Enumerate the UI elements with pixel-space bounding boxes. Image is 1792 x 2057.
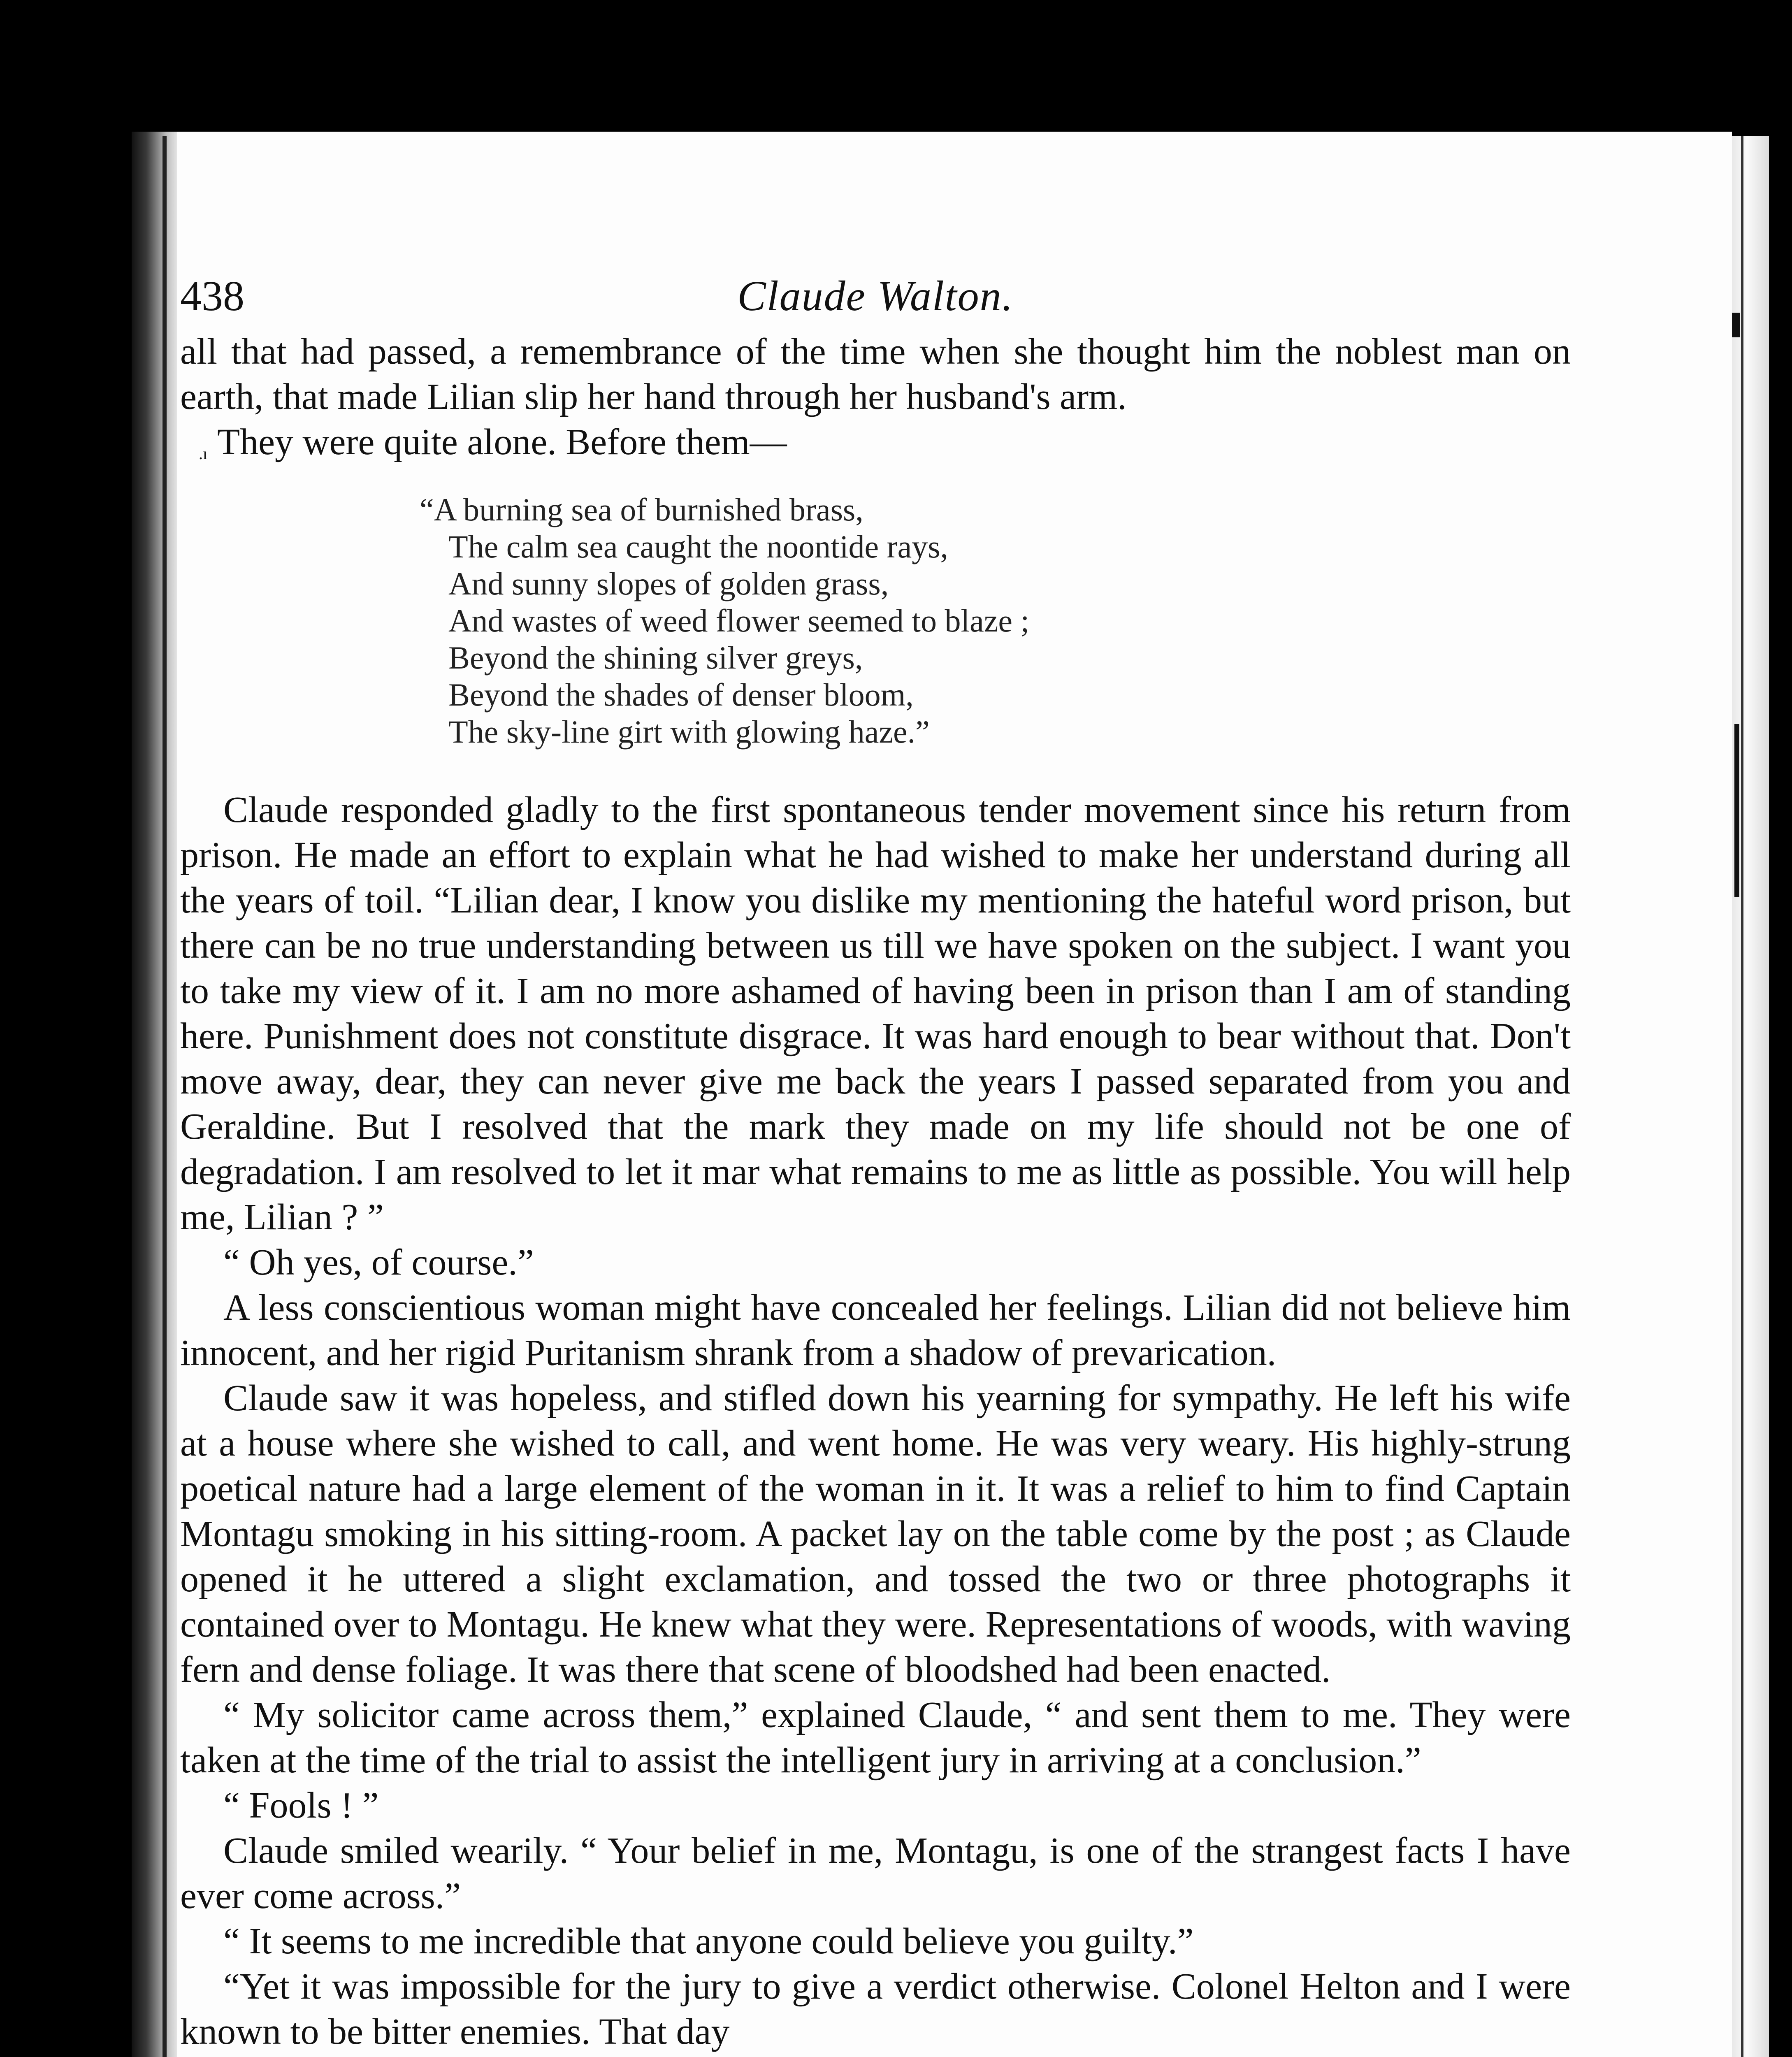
running-title: Claude Walton. — [737, 272, 1014, 320]
edge-mark — [1732, 313, 1740, 337]
paragraph: “Yet it was impossible for the jury to give a verdict otherwise. Colonel Helton and I were known to be bitter enemies. That day — [180, 1966, 1571, 2052]
paragraph-text: They were quite alone. Before them— — [217, 422, 787, 462]
verse-line: “A burning sea of burnished brass, — [420, 492, 864, 527]
verse-quotation — [420, 491, 1571, 750]
paragraph: “ My solicitor came across them,” explained Claude, “ and sent them to me. They were taken at the time of the trial to assist the intelligent jury in arriving at a conclusion.” — [180, 1695, 1571, 1781]
verse-line: Beyond the shades of denser bloom, — [448, 677, 914, 713]
paragraph: Claude responded gladly to the first spontaneous tender movement since his return from prison. He made an effort to explain what he had wished to make her understand during all the years of toil. “Lilian dear, I know you dislike my mentioning the hateful word prison, but there can be no true understanding between us till we have spoken on the subject. I want you to take my view of it. I am no more ashamed of having been in prison than I am of standing here. Punishment does not constitute disgrace. It was hard enough to bear without that. Don't move away, dear, they can never give me back the years I passed separated from you and Geraldine. But I resolved that the mark they made on my life should not be one of degradation. I am resolved to let it mar what remains to me as little as possible. You will help me, Lilian ? ” — [180, 789, 1571, 1237]
verse-line: And wastes of weed flower seemed to blaze ; — [448, 603, 1030, 638]
verse-line: Beyond the shining silver greys, — [448, 640, 863, 676]
verse-line: The sky-line girt with glowing haze.” — [448, 714, 930, 750]
paragraph: A less conscientious woman might have concealed her feelings. Lilian did not believe him innocent, and her rigid Puritanism shrank from a shadow of prevarication. — [180, 1287, 1571, 1373]
running-head — [180, 263, 1571, 329]
page-text — [180, 263, 1571, 2055]
page-number: 438 — [180, 272, 244, 320]
paragraph: Claude smiled wearily. “ Your belief in me, Montagu, is one of the strangest facts I have ever come across.” — [180, 1830, 1571, 1916]
next-page-edge — [1732, 136, 1769, 2057]
paragraph: all that had passed, a remembrance of the time when she thought him the noblest man on earth, that made Lilian slip her hand through her husband's arm. — [180, 331, 1571, 417]
page-edge-line — [1741, 136, 1743, 2057]
verse-line: And sunny slopes of golden grass, — [448, 566, 889, 601]
verse-line: The calm sea caught the noontide rays, — [448, 529, 949, 564]
paragraph — [180, 420, 1571, 476]
book-gutter — [132, 132, 181, 2057]
paragraph: “ It seems to me incredible that anyone could believe you guilty.” — [223, 1921, 1194, 1962]
margin-mark: .ı — [199, 444, 208, 463]
gutter-line — [162, 136, 167, 2057]
paragraph: “ Fools ! ” — [223, 1785, 379, 1826]
paragraph: Claude saw it was hopeless, and stifled down his yearning for sympathy. He left his wife at a house where she wished to call, and went home. He was very weary. His highly-strung poetical nature had a large element of the woman in it. It was a relief to him to find Captain Montagu smoking in his sitting-room. A packet lay on the table come by the post ; as Claude opened it he uttered a slight exclamation, and tossed the two or three photographs it contained over to Montagu. He knew what they were. Representations of woods, with waving fern and dense foliage. It was there that scene of bloodshed had been enacted. — [180, 1378, 1571, 1690]
edge-mark — [1734, 724, 1739, 897]
paragraph: “ Oh yes, of course.” — [223, 1242, 534, 1283]
